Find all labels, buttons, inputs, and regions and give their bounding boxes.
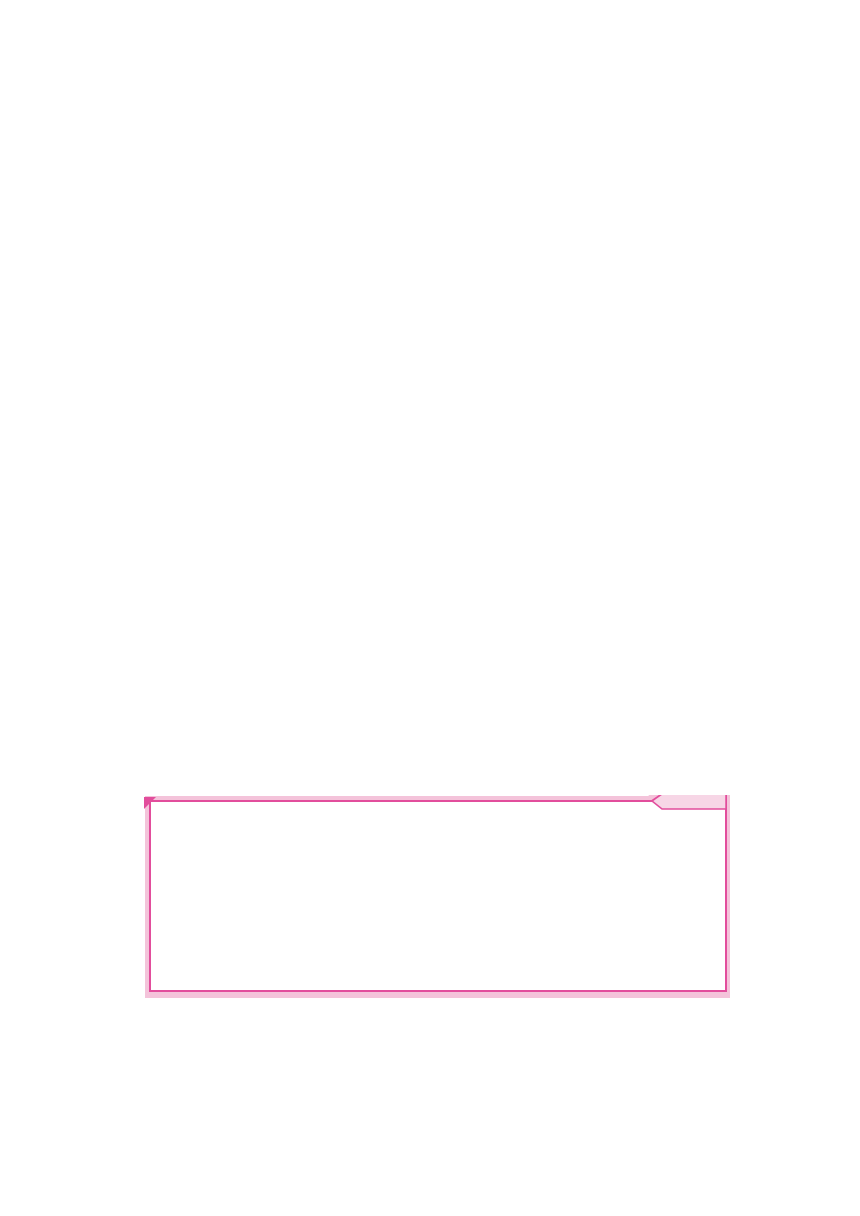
page-body [82, 72, 788, 168]
courseware-box [142, 795, 730, 999]
courseware-frame [142, 795, 730, 999]
section-heading [82, 74, 788, 124]
task-intro [82, 124, 788, 168]
courseware-border [150, 795, 726, 991]
courseware-badge-tab [652, 795, 726, 809]
